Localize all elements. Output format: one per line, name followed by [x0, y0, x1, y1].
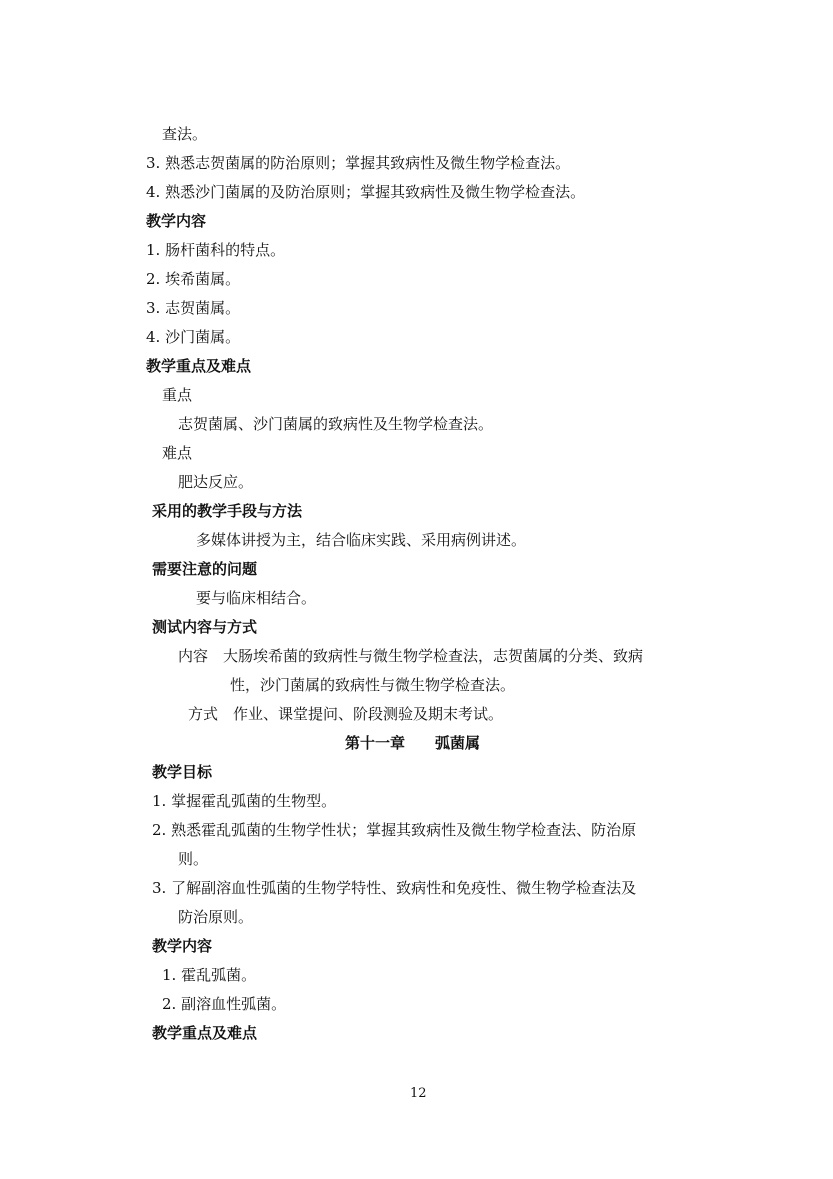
list-item: 4. 熟悉沙门菌属的及防治原则；掌握其致病性及微生物学检查法。 — [146, 183, 586, 201]
list-item: 3. 志贺菌属。 — [146, 299, 241, 317]
list-item: 2. 副溶血性弧菌。 — [162, 995, 287, 1013]
section-heading: 教学内容 — [146, 212, 207, 230]
sub-heading: 重点 — [162, 386, 193, 404]
text-line: 志贺菌属、沙门菌属的致病性及生物学检查法。 — [178, 415, 494, 433]
list-item: 2. 熟悉霍乱弧菌的生物学性状；掌握其致病性及微生物学检查法、防治原 — [152, 821, 637, 839]
text-line: 肥达反应。 — [178, 473, 254, 491]
text-line: 查法。 — [162, 125, 208, 143]
section-heading: 需要注意的问题 — [152, 560, 258, 578]
list-item: 1. 掌握霍乱弧菌的生物型。 — [152, 792, 337, 810]
text-line: 防治原则。 — [178, 908, 254, 926]
text-line: 则。 — [178, 850, 209, 868]
chapter-title: 第十一章 弧菌属 — [345, 734, 481, 752]
list-item: 3. 熟悉志贺菌属的防治原则；掌握其致病性及微生物学检查法。 — [146, 154, 571, 172]
list-item: 2. 埃希菌属。 — [146, 270, 241, 288]
section-heading: 采用的教学手段与方法 — [152, 502, 303, 520]
text-line: 性，沙门菌属的致病性与微生物学检查法。 — [230, 676, 516, 694]
text-line: 内容 大肠埃希菌的致病性与微生物学检查法，志贺菌属的分类、致病 — [178, 647, 644, 665]
section-heading: 教学目标 — [152, 763, 213, 781]
list-item: 4. 沙门菌属。 — [146, 328, 241, 346]
list-item: 1. 肠杆菌科的特点。 — [146, 241, 286, 259]
list-item: 3. 了解副溶血性弧菌的生物学特性、致病性和免疫性、微生物学检查法及 — [152, 879, 637, 897]
text-line: 多媒体讲授为主，结合临床实践、采用病例讲述。 — [196, 531, 527, 549]
sub-heading: 难点 — [162, 444, 193, 462]
text-line: 方式 作业、课堂提问、阶段测验及期末考试。 — [188, 705, 504, 723]
section-heading: 教学重点及难点 — [152, 1024, 258, 1042]
page-number: 12 — [410, 1086, 427, 1101]
section-heading: 测试内容与方式 — [152, 618, 258, 636]
section-heading: 教学内容 — [152, 937, 213, 955]
list-item: 1. 霍乱弧菌。 — [162, 966, 257, 984]
text-line: 要与临床相结合。 — [196, 589, 317, 607]
section-heading: 教学重点及难点 — [146, 357, 252, 375]
